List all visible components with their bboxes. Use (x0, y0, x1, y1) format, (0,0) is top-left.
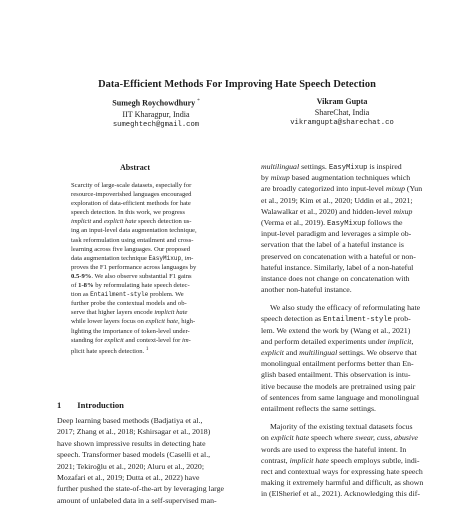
text-line: preserved on concatenation with a hateful or non- (261, 251, 416, 261)
text-line: resource-impoverished languages encouraged (71, 191, 192, 199)
author-footnote-mark: * (197, 99, 200, 104)
text-line: multilingual settings. EasyMixup is inspired (261, 162, 402, 172)
text-line: We also study the efficacy of reformulating hate (270, 303, 421, 313)
text-line: contrast, implicit hate speech employs subtle, indi- (261, 455, 420, 465)
text-line: hateful instance. Similarly, label of a non-hateful (261, 262, 414, 272)
author-affiliation: ShareChat, India (314, 108, 370, 117)
text-line: on explicit hate speech where swear, cuss, abusive (261, 433, 418, 443)
text-line: monolingual entailment performs better than En- (261, 359, 414, 369)
text-line: of sentences from same language and monolingual (261, 392, 420, 402)
text-line: speech detection as Entailment-style prob- (261, 314, 411, 325)
right-column-body (261, 161, 424, 499)
text-line: speech detection. In this work, we progress (71, 209, 185, 217)
text-line: Majority of the existing textual datasets focus (270, 422, 413, 432)
text-line: speech. Transformer based models (Caselli et al., (57, 450, 211, 460)
text-line: itive because the models are pretrained using pair (261, 381, 416, 391)
text-line: standing for explicit and context-level for im- (71, 336, 191, 344)
text-line: while lower layers focus on explicit hate, high- (71, 318, 196, 326)
text-line: and perform detailed experiments under implicit, (261, 336, 414, 346)
text-line: by mixup based augmentation techniques which (261, 173, 411, 183)
text-line: have shown impressive results in detecting hate (57, 438, 206, 448)
author-name: Sumegh Roychowdhury * (112, 98, 200, 108)
section-title: Introduction (77, 400, 124, 410)
introduction-body (57, 415, 257, 506)
text-line: another non-hateful instance. (261, 285, 352, 295)
author-email[interactable]: vikramgupta@sharechat.co (290, 119, 394, 127)
text-line: (Verma et al., 2019). EasyMixup follows the (261, 217, 403, 228)
text-line: serve that higher layers encode implicit hate (71, 309, 188, 317)
text-line: lem. We extend the work by (Wang et al., 2021) (261, 325, 411, 335)
text-line: lighting the importance of token-level under- (71, 327, 190, 335)
author-block-2 (252, 97, 432, 129)
paragraph-gap (261, 414, 419, 421)
text-line: amount of unlabeled data in a self-supervised man- (57, 495, 217, 505)
text-line: et al., 2019; Kim et al., 2020; Uddin et al., 2021; (261, 195, 413, 205)
text-line: exploration of data-efficient methods for hate (71, 200, 191, 208)
text-line: further pushed the state-of-the-art by leveraging large (57, 484, 224, 494)
author-affiliation: IIT Kharagpur, India (122, 109, 190, 119)
text-line: Mozafari et al., 2019; Dutta et al., 2022) have (57, 472, 200, 482)
paper-title: Data-Efficient Methods For Improving Hate Speech Detection (98, 79, 376, 90)
text-line: rect and contextual ways for expressing hate speech (261, 466, 423, 476)
author-name: Vikram Gupta (316, 97, 368, 106)
text-line: of 1-8% by reformulating hate speech detec- (71, 282, 190, 290)
text-line: Scarcity of large-scale datasets, especially for (71, 182, 192, 189)
abstract-body (71, 181, 197, 354)
text-line: implicit and explicit hate speech detection us- (71, 218, 192, 226)
section-heading (57, 400, 124, 410)
text-line: 0.5-9%. We also observe substantial F1 gains (71, 272, 192, 280)
text-line: data augmentation technique EasyMixup, im- (71, 254, 194, 262)
text-line: making it extremely harmful and difficult, as shown (261, 478, 424, 488)
text-line: input-level paradigm and leverages a simple ob- (261, 229, 412, 239)
text-line: glish based entailment. This observation is intu- (261, 370, 411, 380)
text-line: learning across five languages. Our proposed (71, 245, 191, 253)
text-line: proves the F1 performance across languages by (71, 263, 197, 271)
text-line: in (ElSherief et al., 2021). Acknowledging this dif- (261, 489, 420, 499)
text-line: servation that the label of a hateful instance is (261, 240, 404, 250)
text-line: instance does not change on concatenation with (261, 273, 410, 283)
author-email[interactable]: sumeghtech@gmail.com (112, 120, 200, 129)
section-number: 1 (57, 400, 62, 410)
text-line: plicit hate speech detection. $^1$ (71, 346, 149, 355)
text-line: explicit and multilingual settings. We observe that (261, 348, 417, 357)
text-line: task reformulation using entailment and cross- (71, 236, 194, 244)
text-line: are broadly categorized into input-level mixup (Yun (261, 184, 423, 194)
text-line: 2017; Zhang et al., 2018; Kshirsagar et al., 2018) (57, 427, 211, 437)
text-line: further probe the contextual models and ob- (71, 300, 187, 308)
text-line: tion as Entailment-style problem. We (71, 291, 184, 299)
text-line: entailment reflects the same settings. (261, 403, 376, 413)
text-line: Deep learning based methods (Badjatiya et al., (57, 416, 203, 425)
abstract-heading: Abstract (119, 163, 151, 172)
author-block-1 (66, 97, 246, 131)
text-line: 2021; Tekiroğlu et al., 2020; Aluru et al., 2020; (57, 461, 204, 471)
paragraph-gap (261, 295, 419, 302)
text-line: ing an input-level data augmentation technique, (71, 227, 197, 235)
text-line: words are used to express the hateful intent. In (261, 444, 407, 454)
text-line: Walawalkar et al., 2020) and hidden-level mixup (261, 206, 413, 216)
